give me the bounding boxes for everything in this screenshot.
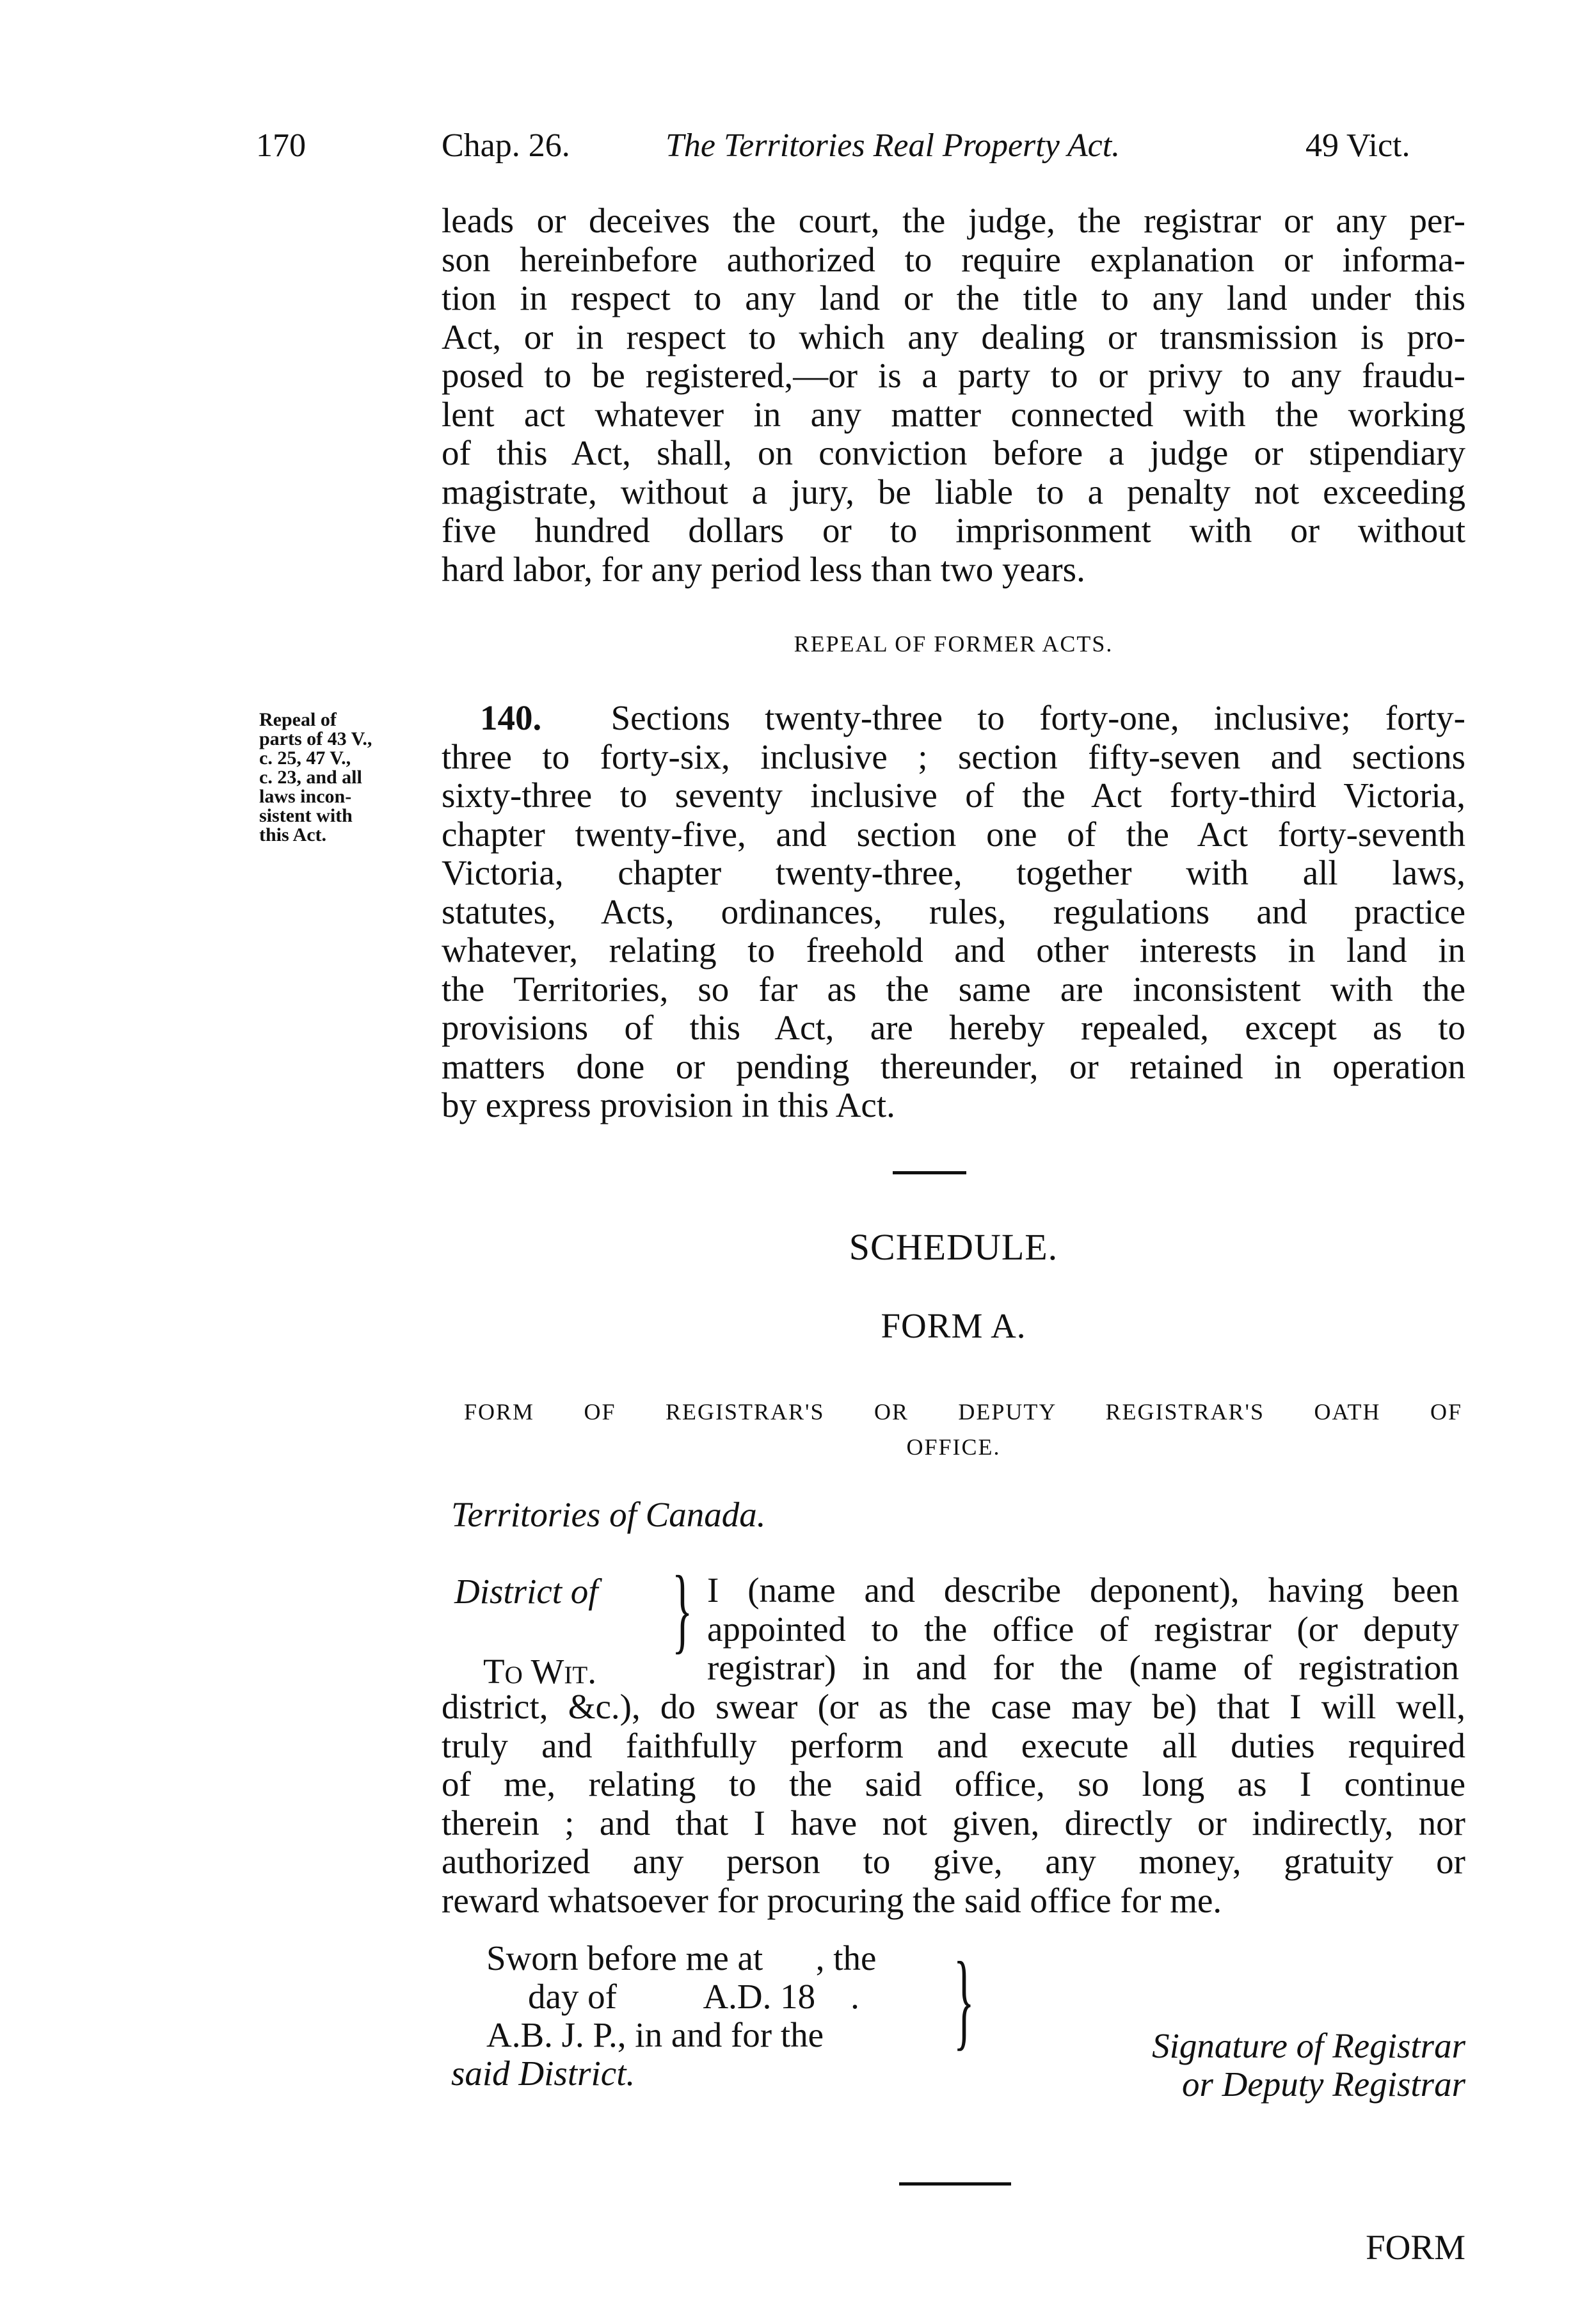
district-label: District of — [454, 1572, 598, 1611]
section-rule — [893, 1171, 966, 1174]
paragraph-line: tion in respect to any land or the title to any land under this — [442, 278, 1465, 317]
opening-paragraph — [442, 202, 1465, 589]
section-number: 140. — [480, 698, 542, 737]
paragraph-line: magistrate, without a jury, be liable to a penalty not exceeding — [442, 472, 1465, 511]
jurat-line: said District. — [451, 2054, 635, 2093]
oath-body — [442, 1688, 1465, 1920]
paragraph-line: by express provision in this Act. — [442, 1085, 895, 1124]
paragraph-line: son hereinbefore authorized to require explanation or informa- — [442, 239, 1465, 279]
signature-caption-continued: or Deputy Registrar — [1181, 2065, 1465, 2104]
paragraph-line: lent act whatever in any matter connected with the working — [442, 394, 1465, 434]
marginal-note — [259, 710, 426, 845]
venue-brace: } — [672, 1556, 693, 1663]
oath-line: truly and faithfully perform and execute all duties required — [442, 1725, 1465, 1765]
oath-line: appointed to the office of registrar (or deputy — [707, 1609, 1459, 1649]
section-first-line-text: Sections twenty-three to forty-one, inclusive; forty- — [610, 698, 1465, 737]
paragraph-line: whatever, relating to freehold and other interests in land in — [442, 931, 1465, 970]
marginal-note-line: laws incon- — [259, 786, 352, 807]
jurat-brace: } — [954, 1940, 975, 2060]
marginal-note-line: parts of 43 V., — [259, 728, 372, 749]
signature-caption: Signature of Registrar — [1152, 2026, 1465, 2065]
regnal-year: 49 Vict. — [1305, 127, 1410, 164]
marginal-note-line: c. 23, and all — [259, 767, 362, 788]
form-heading: FORM OF REGISTRAR'S OR DEPUTY REGISTRAR'S OATH OF — [464, 1399, 1462, 1425]
paragraph-line: Act, or in respect to which any dealing or transmission is pro- — [442, 317, 1465, 356]
paragraph-line: hard labor, for any period less than two years. — [442, 549, 1085, 589]
marginal-note-line: c. 25, 47 V., — [259, 747, 351, 769]
oath-opening — [707, 1571, 1459, 1688]
paragraph-line: posed to be registered,—or is a party to or privy to any fraudu- — [442, 356, 1465, 395]
page-number: 170 — [256, 127, 306, 164]
oath-line: of me, relating to the said office, so long as I continue — [442, 1764, 1465, 1803]
act-title: The Territories Real Property Act. — [666, 127, 1121, 164]
paragraph-line: chapter twenty-five, and section one of the Act forty-seventh — [442, 814, 1465, 854]
oath-line: district, &c.), do swear (or as the case may be) that I will well, — [442, 1687, 1465, 1726]
marginal-note-line: this Act. — [259, 824, 326, 845]
paragraph-line: matters done or pending thereunder, or retained in operation — [442, 1046, 1465, 1086]
schedule-title: SCHEDULE. — [849, 1226, 1058, 1268]
catchword: FORM — [1366, 2228, 1465, 2267]
form-heading-continued: OFFICE. — [906, 1434, 1001, 1460]
paragraph-line: five hundred dollars or to imprisonment with or without — [442, 511, 1465, 550]
paragraph-line: the Territories, so far as the same are inconsistent with the — [442, 969, 1465, 1009]
paragraph-line: sixty-three to seventy inclusive of the Act forty-third Victoria, — [442, 776, 1465, 815]
marginal-note-line: Repeal of — [259, 709, 337, 730]
paragraph-line: statutes, Acts, ordinances, rules, regulations and practice — [442, 891, 1465, 931]
repeal-heading: REPEAL OF FORMER ACTS. — [794, 631, 1113, 657]
paragraph-line: Victoria, chapter twenty-three, together with all laws, — [442, 853, 1465, 892]
form-title: FORM A. — [881, 1306, 1026, 1345]
jurat-line: day of A.D. 18 . — [528, 1977, 859, 2016]
oath-line: I (name and describe deponent), having been — [707, 1571, 1459, 1610]
chapter-label: Chap. 26. — [442, 127, 570, 164]
jurat-line: Sworn before me at , the — [486, 1938, 877, 1978]
paragraph-line: leads or deceives the court, the judge, the registrar or any per- — [442, 201, 1465, 240]
to-wit-label: To Wit. — [483, 1652, 596, 1691]
oath-line: therein ; and that I have not given, directly or indirectly, nor — [442, 1803, 1465, 1842]
section-140 — [442, 699, 1465, 1125]
oath-line: reward whatsoever for procuring the said office for me. — [442, 1880, 1222, 1920]
paragraph-line: three to forty-six, inclusive ; section fifty-seven and sections — [442, 737, 1465, 776]
jurat-line: A.B. J. P., in and for the — [486, 2015, 824, 2054]
closing-rule — [899, 2182, 1011, 2186]
section-first-line — [442, 699, 1465, 738]
territory-caption: Territories of Canada. — [451, 1495, 766, 1534]
paragraph-line: provisions of this Act, are hereby repealed, except as to — [442, 1008, 1465, 1047]
paragraph-line: of this Act, shall, on conviction before a judge or stipendiary — [442, 433, 1465, 472]
oath-line: registrar) in and for the (name of registration — [707, 1648, 1459, 1687]
oath-line: authorized any person to give, any money, gratuity or — [442, 1842, 1465, 1881]
marginal-note-line: sistent with — [259, 805, 353, 826]
